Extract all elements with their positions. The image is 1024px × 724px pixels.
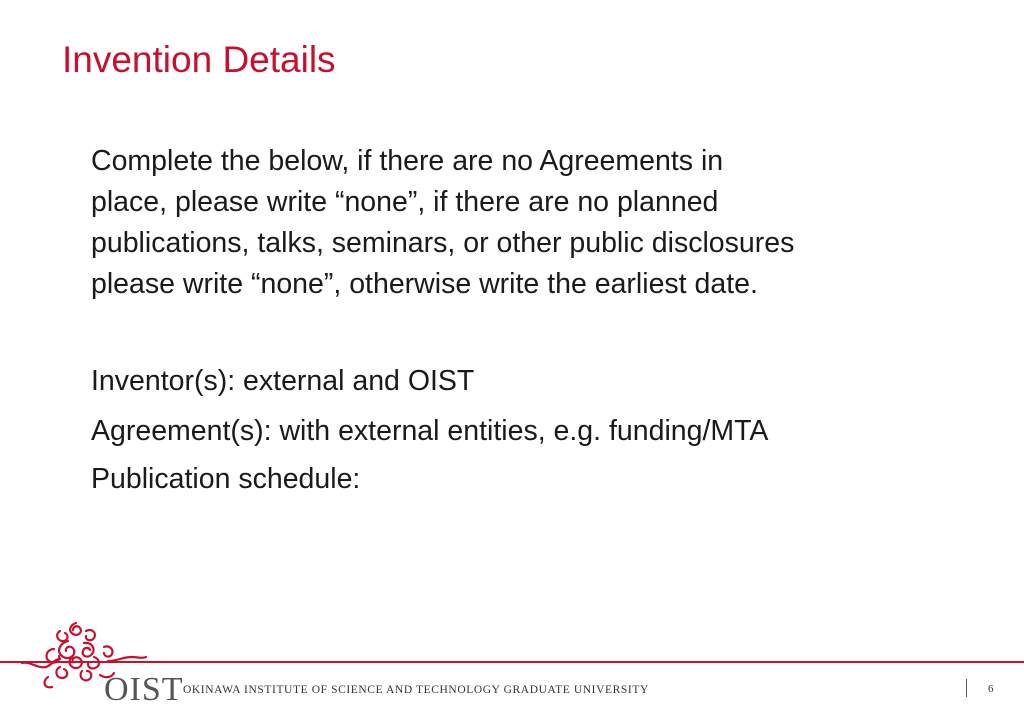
instructions-line: Complete the below, if there are no Agreements in [91,145,724,177]
institute-name: OKINAWA INSTITUTE OF SCIENCE AND TECHNOLOGY GRADUATE UNIVERSITY [183,684,649,696]
page-title: Invention Details [62,39,336,80]
instructions-line: publications, talks, seminars, or other public disclosures [91,227,795,259]
instructions-paragraph [91,141,981,305]
instructions-line: please write “none”, otherwise write the earliest date. [91,268,758,300]
footer-divider [0,661,1024,663]
inventors-field: Inventor(s): external and OIST [91,365,475,397]
page-number-separator [966,679,967,697]
publication-schedule-field: Publication schedule: [91,463,361,495]
instructions-line: place, please write “none”, if there are no planned [91,186,719,218]
oist-logo-text: OIST [104,671,184,708]
agreements-field: Agreement(s): with external entities, e.g. funding/MTA [91,415,769,447]
page-number: 6 [988,683,994,695]
